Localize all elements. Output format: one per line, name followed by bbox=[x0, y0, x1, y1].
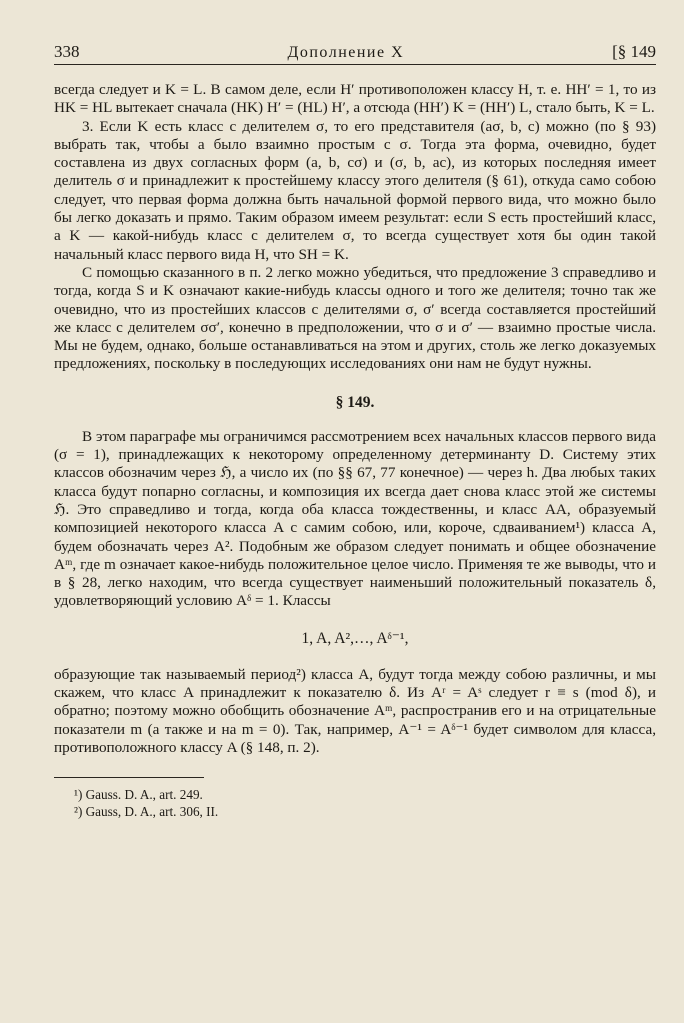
page-number: 338 bbox=[54, 42, 80, 61]
paragraph-3: С помощью сказанного в п. 2 легко можно убедиться, что предложение 3 справедливо и тогда, когда S и K означают какие-нибудь классы одного и того же делителя; точно так же очевидно, что из простейших классов с делителями σ, σ′ всегда составляется простейший же класс с делителем σσ′, конечно в предположении, что σ и σ′ — взаимно простые числа. Мы не будем, однако, больше останавливаться на этом и других, столь же легко доказуемых предложениях, поскольку в последующих исследованиях они нам не будут нужны. bbox=[54, 263, 656, 373]
paragraph-2: 3. Если K есть класс с делителем σ, то его представителя (aσ, b, c) можно (по § 93) выбрать так, чтобы a было взаимно простым с σ. Тогда эта форма, очевидно, будет составлена из двух согласных форм (a, b, cσ) и (σ, b, ac), из которых последняя имеет делитель σ и принадлежит к простейшему классу этого делителя (§ 61), откуда само собою следует, что первая форма должна быть начальной формой первого вида, что можно было бы легко доказать и прямо. Таким образом имеем результат: если S есть простейший класс, а K — какой-нибудь класс с делителем σ, то всегда существует хотя бы один такой начальный класс первого вида H, что SH = K. bbox=[54, 117, 656, 263]
paragraph-5: образующие так называемый период²) класса A, будут тогда между собою различны, и мы скажем, что класс A принадлежит к показателю δ. Из Aʳ = Aˢ следует r ≡ s (mod δ), и обратно; поэтому можно обобщить обозначение Aᵐ, распространив его и на отрицательные показатели m (а также и на m = 0). Так, например, A⁻¹ = Aᵟ⁻¹ будет символом для класса, противоположного классу A (§ 148, п. 2). bbox=[54, 665, 656, 756]
paragraph-1: всегда следует и K = L. В самом деле, если H′ противоположен классу H, т. е. HH′ = 1, то из HK = HL вытекает сначала (HK) H′ = (HL) H′, а отсюда (HH′) K = (HH′) L, стало быть, K = L. bbox=[54, 81, 656, 117]
footnote-1: ¹) Gauss. D. A., art. 249. bbox=[74, 787, 203, 803]
page-header bbox=[54, 42, 656, 65]
section-reference: [§ 149 bbox=[612, 42, 656, 61]
footnote-2: ²) Gauss, D. A., art. 306, II. bbox=[74, 804, 219, 820]
paragraph-4: В этом параграфе мы ограничимся рассмотрением всех начальных классов первого вида (σ = 1), принадлежащих к некоторому определенному детерминанту D. Систему этих классов обозначим через ℌ, а число их (по §§ 67, 77 конечное) — через h. Два любых таких класса будут попарно согласны, и композиция их всегда дает снова класс этой же системы ℌ. Это справедливо и тогда, когда оба класса тождественны, и класс AA, образуемый композицией некоторого класса A с самим собою, или, короче, сдваиванием¹) класса A, будем обозначать через A². Подобным же образом следует понимать и общее обозначение Aᵐ, где m означает какое-нибудь положительное целое число. Применяя те же выводы, что и в § 28, легко находим, что всегда существует наименьший положительный показатель δ, удовлетворяющий условию Aᵟ = 1. Классы bbox=[54, 427, 656, 610]
running-title: Дополнение X bbox=[287, 44, 405, 61]
period-formula: 1, A, A²,…, Aᵟ⁻¹, bbox=[301, 629, 409, 647]
footnote-rule bbox=[54, 777, 204, 778]
section-title: § 149. bbox=[335, 393, 375, 411]
